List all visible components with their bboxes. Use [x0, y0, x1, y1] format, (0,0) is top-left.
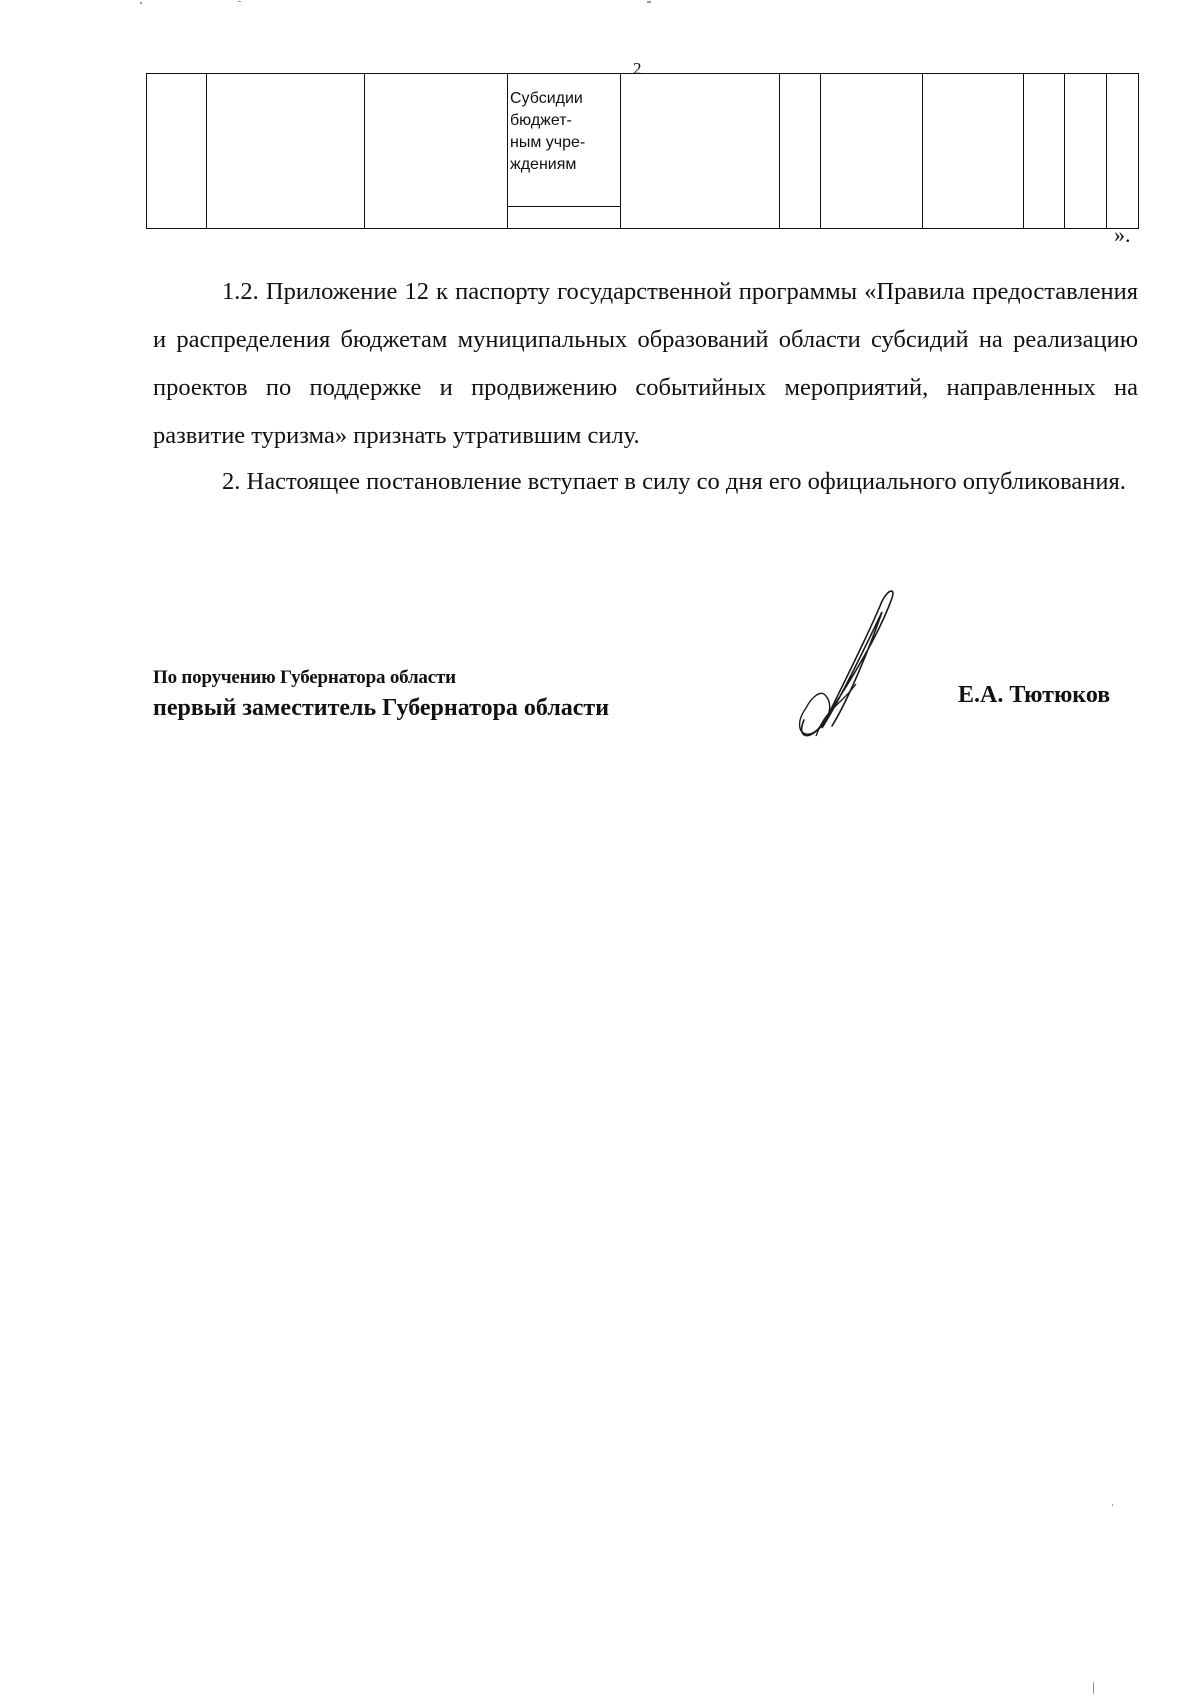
table-cell-2: [207, 74, 365, 229]
paragraph-2: 2. Настоящее постановление вступает в силу со дня его официального опубликования.: [222, 468, 1126, 495]
table-row: [147, 74, 1139, 229]
table-cell-3: [365, 74, 508, 229]
signature-authority-line: По поручению Губернатора области: [153, 667, 456, 688]
scan-speck: [238, 1, 241, 2]
scan-speck: [1112, 1504, 1113, 1506]
paragraph-1-2: 1.2. Приложение 12 к паспорту государственной программы «Правила предоставления и распределения бюджетам муниципальных образований области субсидий на реализацию проектов по поддержке и продвижению событийных мероприятий, направленных на развитие туризма» признать утратившим силу.: [153, 278, 1138, 449]
table-fragment: [146, 73, 1139, 229]
handwritten-signature-icon: [796, 588, 906, 740]
scan-speck: [140, 2, 142, 4]
signatory-name: Е.А. Тютюков: [958, 682, 1111, 708]
scan-speck: [1093, 1682, 1094, 1694]
signature-position-line: первый заместитель Губернатора области: [153, 695, 610, 721]
scan-speck: [647, 1, 651, 3]
page-number: 2: [633, 59, 642, 78]
table-cell-8: [923, 74, 1024, 229]
table-cell-6: [780, 74, 821, 229]
table-cell-9: [1024, 74, 1065, 229]
table-cell-subsidies: [508, 74, 621, 229]
closing-quote: ».: [1114, 222, 1131, 247]
table-cell-11: [1107, 74, 1139, 229]
table-cell-7: [821, 74, 923, 229]
signature-block: [153, 664, 609, 724]
table-cell-5: [621, 74, 780, 229]
table-cell-1: [147, 74, 207, 229]
table-cell-10: [1065, 74, 1107, 229]
table-cell-subsidies-text: Субсидии бюджет- ным учре- ждениям: [508, 74, 620, 207]
